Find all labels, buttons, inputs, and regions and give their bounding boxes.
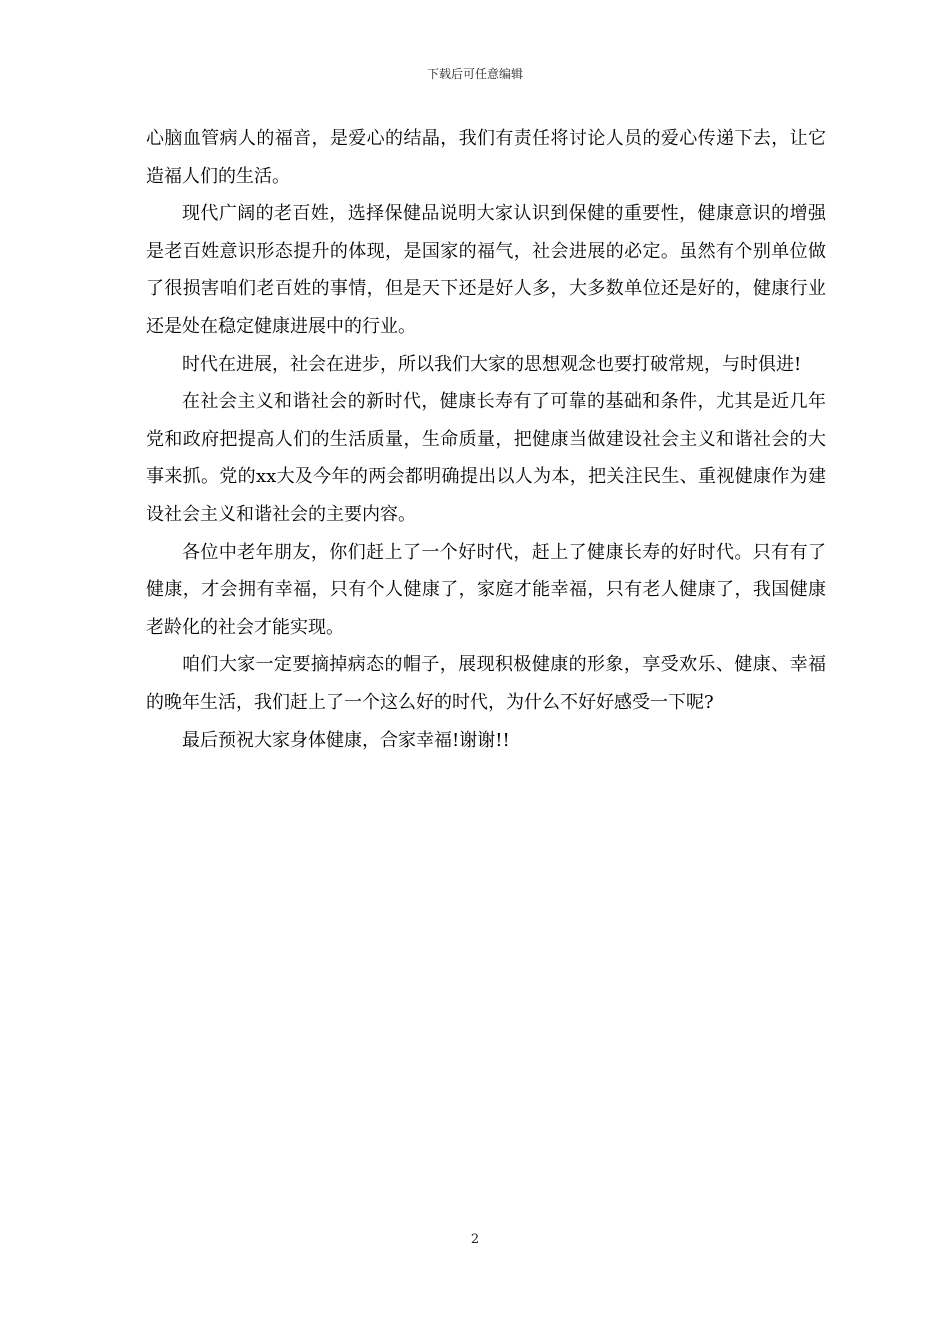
paragraph: 时代在进展，社会在进步，所以我们大家的思想观念也要打破常规，与时俱进! (182, 353, 802, 375)
paragraph: 咱们大家一定要摘掉病态的帽子，展现积极健康的形象，享受欢乐、健康、幸福的晚年生活，我们赶上了一个这么好的时代，为什么不好好感受一下呢? (146, 654, 826, 713)
document-body (146, 120, 826, 759)
page-number: 2 (470, 1232, 480, 1247)
paragraph: 各位中老年朋友，你们赶上了一个好时代，赶上了健康长寿的好时代。只有有了健康，才会拥有幸福，只有个人健康了，家庭才能幸福，只有老人健康了，我国健康老龄化的社会才能实现。 (146, 541, 826, 638)
paragraph-continuation: 心脑血管病人的福音，是爱心的结晶，我们有责任将讨论人员的爱心传递下去，让它造福人们的生活。 (146, 128, 826, 187)
paragraph-closing: 最后预祝大家身体健康，合家幸福!谢谢!! (182, 729, 510, 751)
paragraph: 现代广阔的老百姓，选择保健品说明大家认识到保健的重要性，健康意识的增强是老百姓意识形态提升的体现，是国家的福气，社会进展的必定。虽然有个别单位做了很损害咱们老百姓的事情，但是天下还是好人多，大多数单位还是好的，健康行业还是处在稳定健康进展中的行业。 (146, 203, 826, 337)
page-header-note: 下载后可任意编辑 (426, 67, 523, 81)
paragraph: 在社会主义和谐社会的新时代，健康长寿有了可靠的基础和条件，尤其是近几年党和政府把提高人们的生活质量，生命质量，把健康当做建设社会主义和谐社会的大事来抓。党的xx大及今年的两会都明确提出以人为本，把关注民生、重视健康作为建设社会主义和谐社会的主要内容。 (146, 391, 826, 525)
